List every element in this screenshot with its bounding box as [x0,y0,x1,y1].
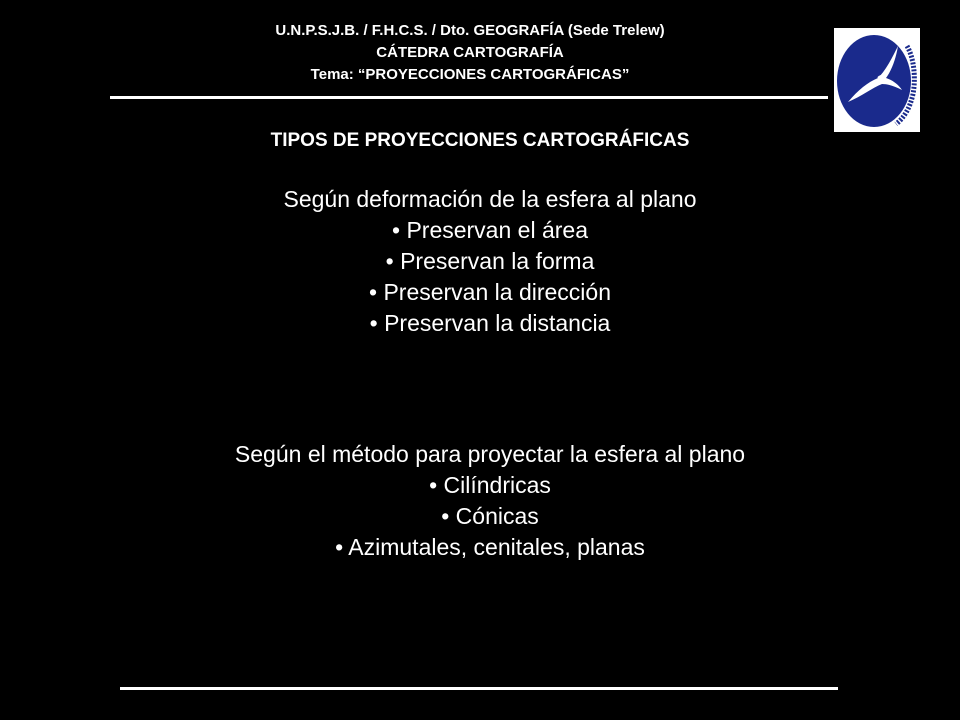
header-divider [110,96,828,99]
header-line-topic: Tema: “PROYECCIONES CARTOGRÁFICAS” [310,66,630,83]
deformation-block [0,184,960,339]
footer-divider [120,687,838,690]
list-item: • Preservan la distancia [369,310,611,336]
list-item: • Cónicas [441,503,539,529]
list-item: • Cilíndricas [429,472,551,498]
list-item: • Preservan la forma [385,248,595,274]
section-title: TIPOS DE PROYECCIONES CARTOGRÁFICAS [270,130,690,151]
header-line-institution: U.N.P.S.J.B. / F.H.C.S. / Dto. GEOGRAFÍA (Sede Trelew) [275,22,665,39]
method-heading: Según el método para proyectar la esfera al plano [234,441,746,467]
university-seal-albatross-icon [834,28,920,132]
method-block [0,439,960,563]
deformation-heading: Según deformación de la esfera al plano [283,186,697,212]
list-item: • Azimutales, cenitales, planas [335,534,645,560]
list-item: • Preservan el área [392,217,588,243]
list-item: • Preservan la dirección [369,279,611,305]
slide-header [110,20,830,86]
header-line-course: CÁTEDRA CARTOGRAFÍA [376,44,564,61]
